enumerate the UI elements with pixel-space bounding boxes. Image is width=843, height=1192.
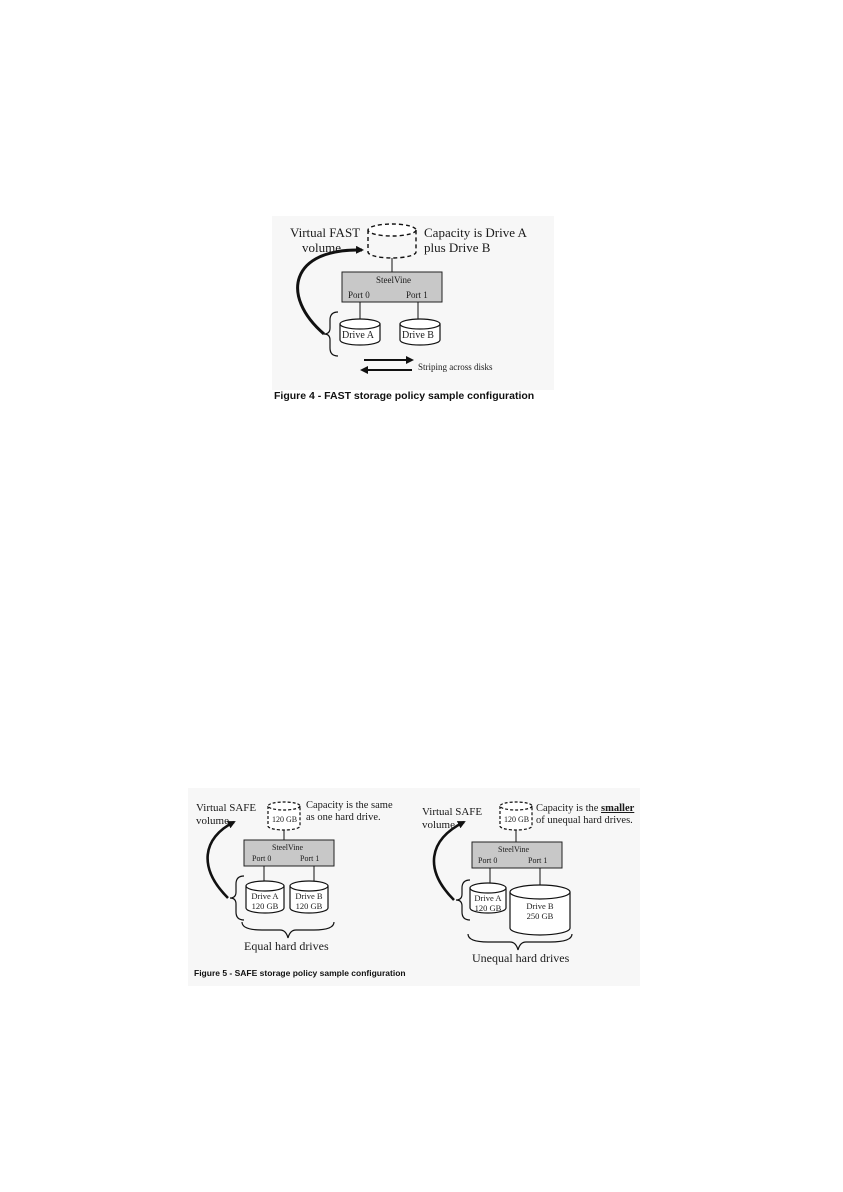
left-capacity-note: Capacity is the same as one hard drive. (306, 800, 393, 824)
left-port1-label: Port 1 (300, 854, 320, 863)
right-capacity-note: Capacity is the smaller of unequal hard drives. (536, 803, 635, 827)
drive-b-label: Drive B (402, 330, 434, 341)
drive-a-label: Drive A (342, 330, 374, 341)
virtual-volume-cylinder (368, 224, 416, 258)
right-virtual-safe-label: Virtual SAFE volume (422, 806, 483, 831)
left-volume-size: 120 GB (272, 815, 298, 824)
equal-drives-label: Equal hard drives (244, 939, 329, 953)
right-side-brace (456, 880, 470, 920)
right-bottom-brace (468, 934, 572, 950)
right-drive-b-label: Drive B 250 GB (526, 901, 554, 921)
right-curved-arrow-icon (434, 822, 464, 900)
left-bottom-brace (242, 922, 334, 938)
port0-label: Port 0 (348, 290, 370, 300)
left-curved-arrow-icon (208, 822, 234, 898)
capacity-note: Capacity is Drive A plus Drive B (424, 225, 527, 255)
left-virtual-safe-label: Virtual SAFE volume (196, 802, 257, 827)
port1-label: Port 1 (406, 290, 428, 300)
left-drive-a-label: Drive A 120 GB (251, 891, 279, 911)
right-port1-label: Port 1 (528, 856, 548, 865)
left-port0-label: Port 0 (252, 854, 272, 863)
smaller-emphasis: smaller (601, 803, 635, 814)
virtual-fast-label: Virtual FAST volume (290, 225, 361, 255)
striping-label: Striping across disks (418, 362, 493, 372)
unequal-drives-label: Unequal hard drives (472, 951, 570, 965)
figure-4-diagram (272, 216, 554, 390)
left-drive-b-label: Drive B 120 GB (295, 891, 323, 911)
right-port0-label: Port 0 (478, 856, 498, 865)
left-steelvine-label: SteelVine (272, 843, 304, 852)
right-volume-size: 120 GB (504, 815, 530, 824)
steelvine-label: SteelVine (376, 275, 411, 285)
figure-5-caption: Figure 5 - SAFE storage policy sample configuration (194, 968, 406, 978)
figure-5-diagram (188, 788, 640, 986)
right-steelvine-label: SteelVine (498, 845, 530, 854)
figure-4-caption: Figure 4 - FAST storage policy sample configuration (274, 390, 535, 402)
right-drive-a-label: Drive A 120 GB (474, 893, 502, 913)
left-side-brace (230, 876, 244, 920)
drive-group-brace (324, 312, 338, 356)
